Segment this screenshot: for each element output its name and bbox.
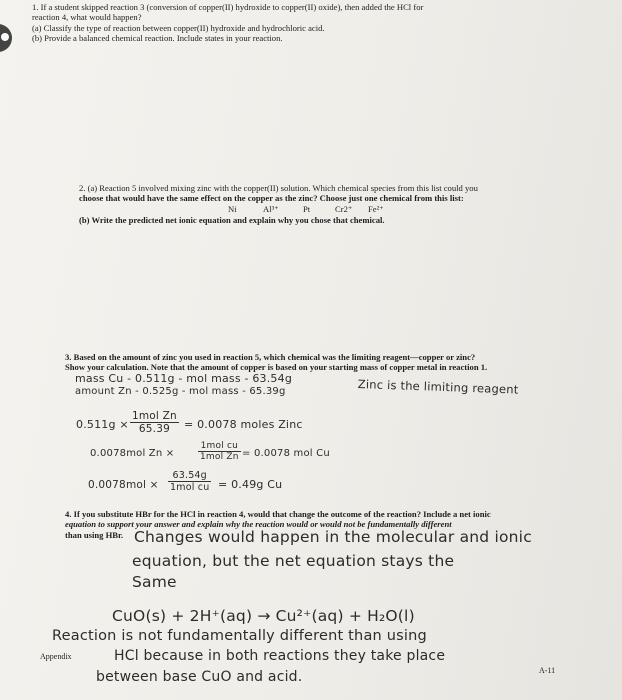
- q2-species-ni: Ni: [228, 204, 237, 214]
- hw-calc1-num: 1mol Zn: [132, 410, 177, 422]
- q2-line1: 2. (a) Reaction 5 involved mixing zinc with the copper(II) solution. Which chemical species from this list could you: [79, 183, 478, 193]
- q3-line2: Show your calculation. Note that the amount of copper is based on your starting mass of copper metal in reaction 1.: [65, 362, 488, 372]
- q1-part-a: (a) Classify the type of reaction between copper(II) hydroxide and hydrochloric acid.: [32, 23, 325, 33]
- hw-calc2-result: = 0.0078 mol Cu: [242, 448, 330, 459]
- side-tab-icon[interactable]: [0, 24, 12, 52]
- hw-explanation-line2: HCl because in both reactions they take place: [114, 648, 446, 664]
- hw-net-ionic-equation: CuO(s) + 2H⁺(aq) → Cu²⁺(aq) + H₂O(l): [112, 607, 415, 625]
- hw-calc1-fraction: [130, 410, 179, 435]
- hw-amount-line: amount Zn - 0.525g - mol mass - 65.39g: [75, 386, 286, 397]
- hw-calc3-fraction: [168, 470, 211, 493]
- hw-calc3-result: = 0.49g Cu: [218, 478, 283, 491]
- q2-species-pt: Pt: [303, 204, 311, 214]
- hw-calc1-left: 0.511g ×: [76, 418, 129, 431]
- hw-calc3-left: 0.0078mol ×: [88, 479, 159, 491]
- hw-explanation-line3: between base CuO and acid.: [96, 669, 303, 685]
- footer-page-number: A-11: [539, 666, 556, 675]
- hw-calc2-num: 1mol cu: [198, 441, 241, 452]
- q3-line1: 3. Based on the amount of zinc you used in reaction 5, which chemical was the limiting reagent—copper or zinc?: [65, 352, 476, 362]
- q4-line2: equation to support your answer and explain why the reaction would or would not be fundamentally different: [65, 519, 452, 529]
- hw-mass-line: mass Cu - 0.511g - mol mass - 63.54g: [75, 372, 293, 385]
- hw-calc3-den: 1mol cu: [170, 482, 210, 493]
- q1-line2: reaction 4, what would happen?: [32, 12, 142, 22]
- q4-line1: 4. If you substitute HBr for the HCl in reaction 4, would that change the outcome of the reaction? Include a net ionic: [65, 509, 491, 519]
- q1-part-b: (b) Provide a balanced chemical reaction. Include states in your reaction.: [32, 33, 283, 43]
- q2-species-cr: Cr2⁺: [335, 204, 353, 214]
- hw-answer-line1: Changes would happen in the molecular and ionic: [134, 528, 532, 546]
- hw-calc2-den: 1mol Zn: [200, 452, 239, 462]
- hw-explanation-line1: Reaction is not fundamentally different than using: [52, 628, 427, 644]
- footer-appendix: Appendix: [40, 652, 72, 661]
- hw-calc1-den: 65.39: [138, 423, 170, 435]
- hw-conclusion: Zinc is the limiting reagent: [357, 377, 519, 397]
- hw-calc1-result: = 0.0078 moles Zinc: [184, 418, 303, 431]
- q4-line3: than using HBr.: [65, 530, 124, 540]
- q1-line1: 1. If a student skipped reaction 3 (conversion of copper(II) hydroxide to copper(II) oxide), then added the HCl for: [32, 2, 424, 12]
- hw-answer-line2: equation, but the net equation stays the: [132, 552, 455, 570]
- hw-answer-line3: Same: [132, 573, 177, 591]
- q2-part-b: (b) Write the predicted net ionic equation and explain why you chose that chemical.: [79, 215, 385, 225]
- hw-calc3-num: 63.54g: [168, 470, 211, 482]
- hw-calc2-fraction: [198, 441, 241, 462]
- q2-line2: choose that would have the same effect on the copper as the zinc? Choose just one chemical from this list:: [79, 193, 464, 203]
- q2-species-al: Al³⁺: [263, 204, 279, 214]
- q2-species-fe: Fe²⁺: [368, 204, 384, 214]
- hw-calc2-left: 0.0078mol Zn ×: [90, 448, 175, 459]
